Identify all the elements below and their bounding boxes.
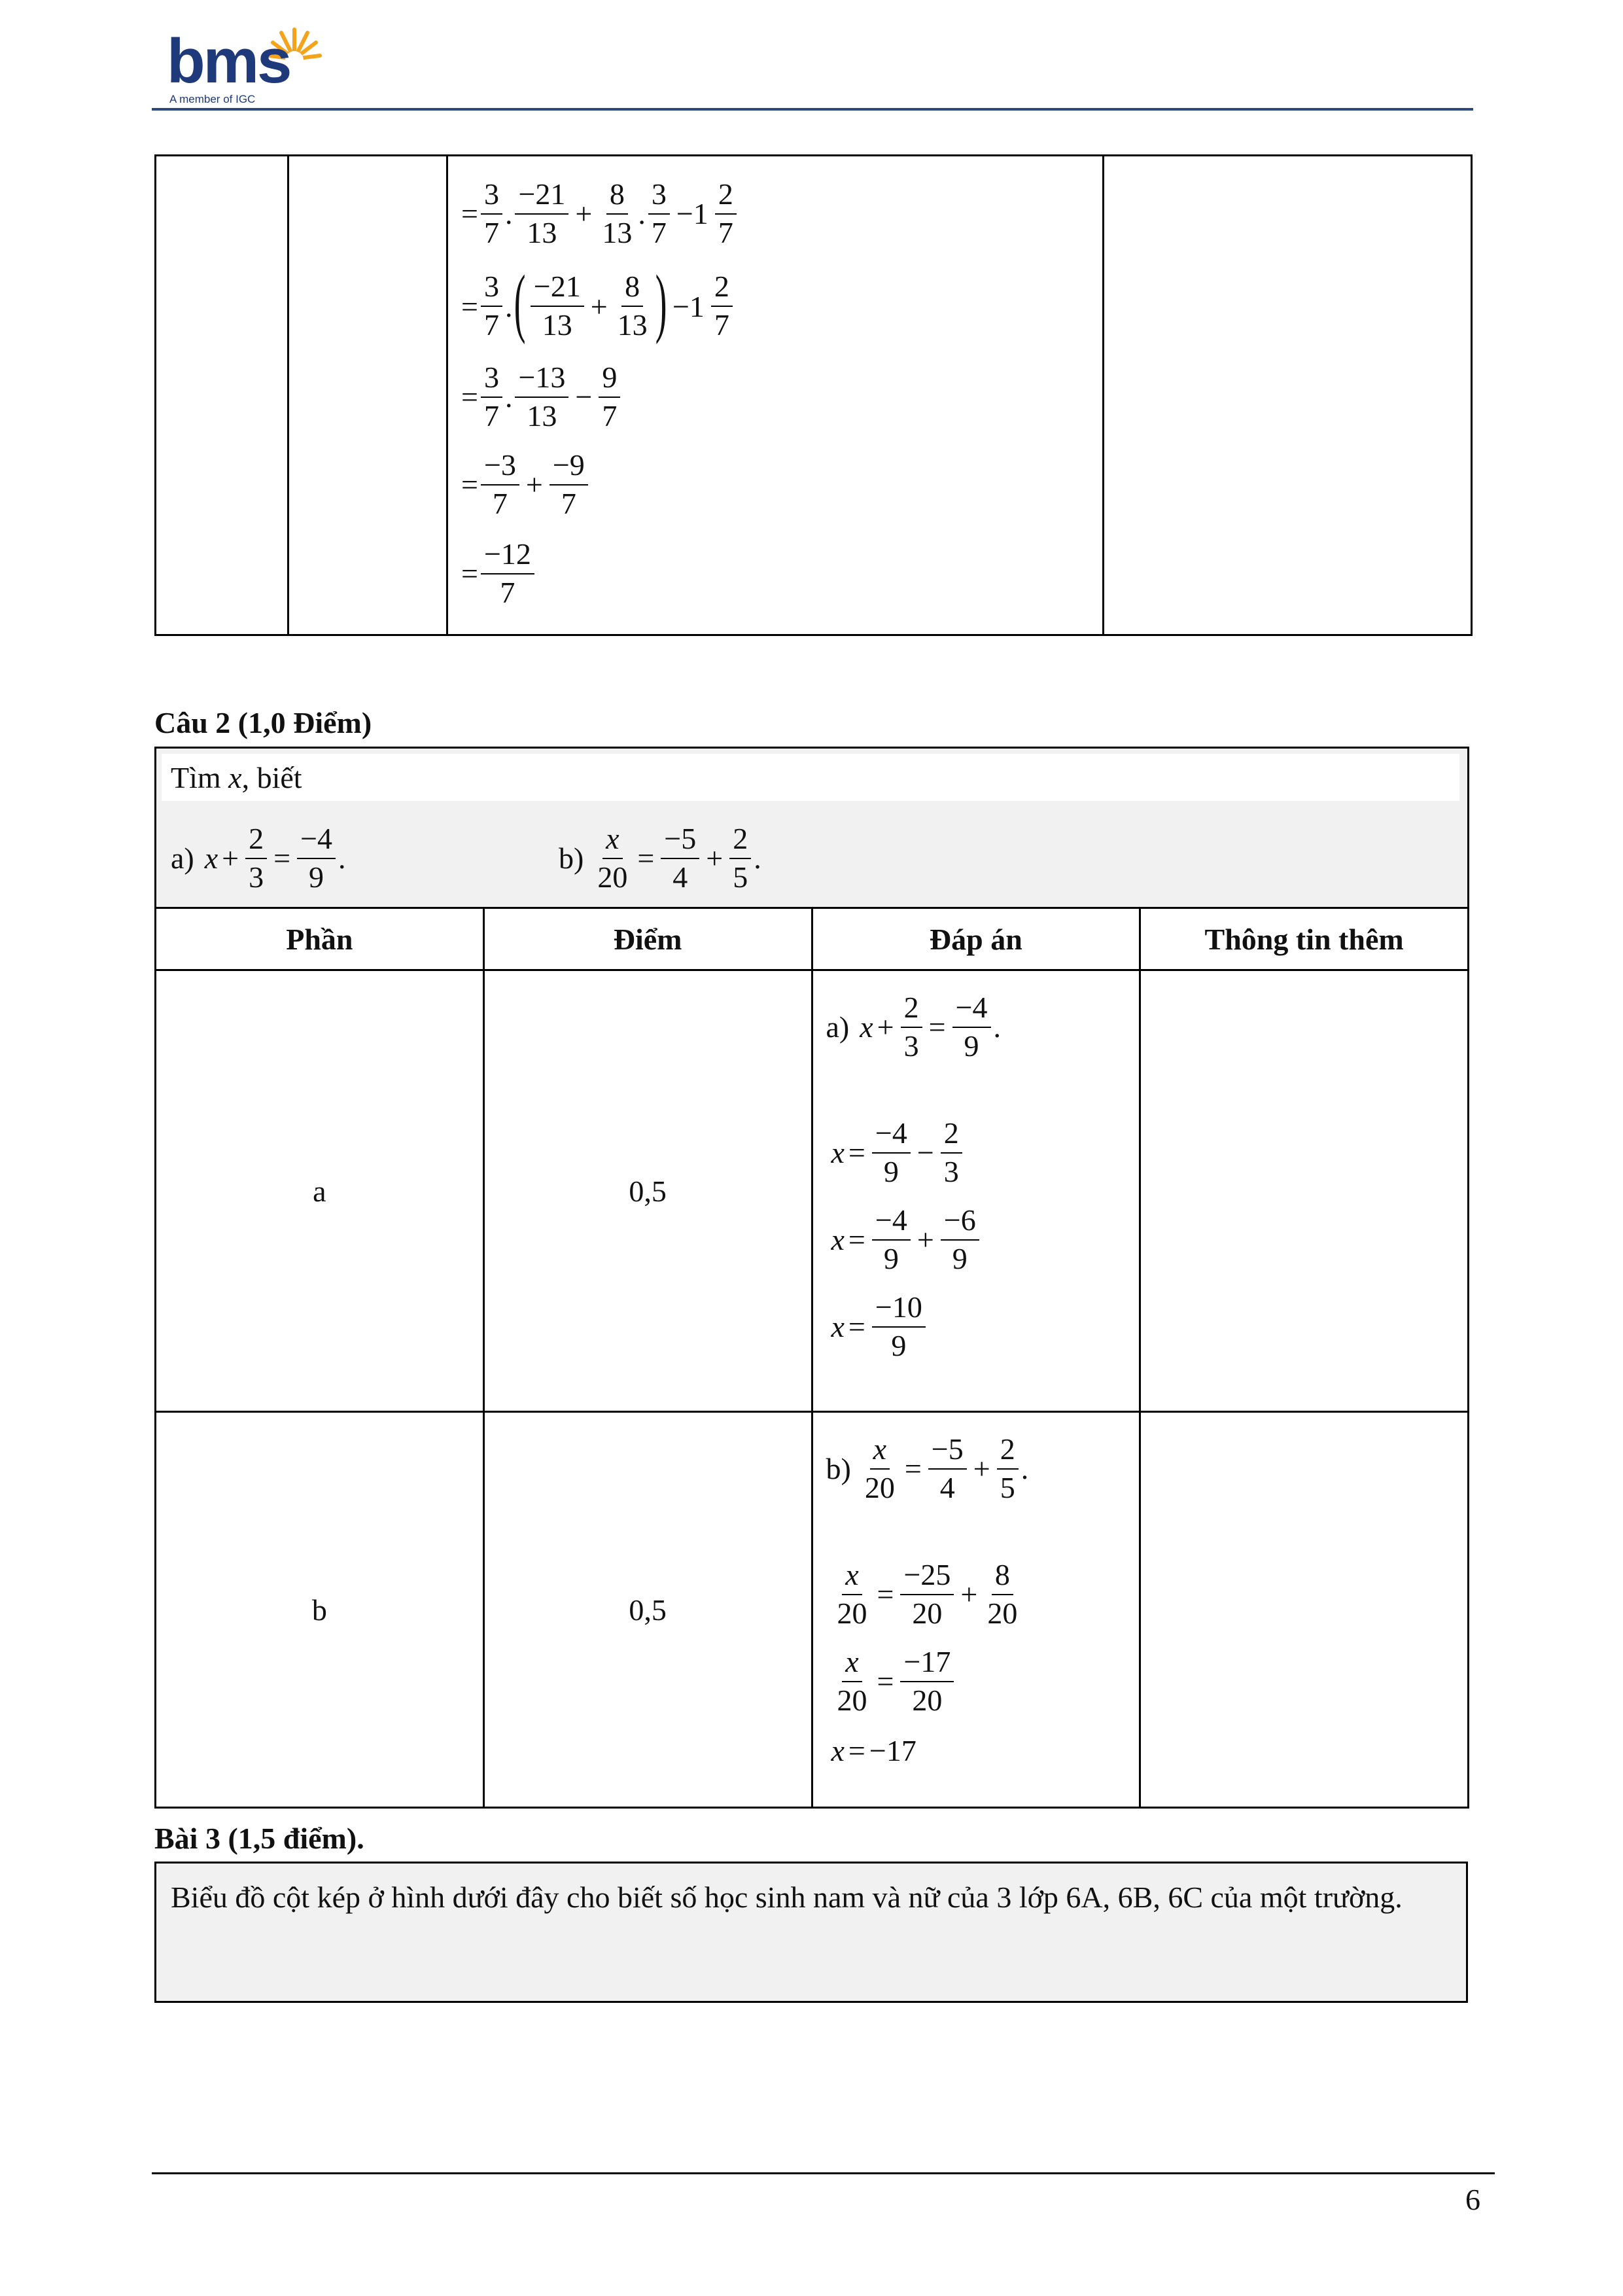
header-answer: Đáp án xyxy=(812,908,1140,970)
question-3-title: Bài 3 (1,5 điểm). xyxy=(154,1822,364,1855)
question-2-title: Câu 2 (1,0 Điểm) xyxy=(154,706,372,739)
row-a-line-1: a) x + $\frac{2}{3}$ = $\frac{-4}{9}$ . xyxy=(826,991,1002,1063)
table1-col-part xyxy=(156,156,288,635)
table1-answer-cell xyxy=(447,156,1104,635)
solution-table-continued xyxy=(154,154,1473,636)
row-b-line-1: b) $\frac{x}{20}$ = $\frac{-5}{4}$ + $\frac{2}{5}$ . xyxy=(826,1432,1029,1504)
equation-line-5: = $\frac{-12}{7}$ xyxy=(461,537,537,610)
table1-col-extra xyxy=(1104,156,1472,635)
row-b-score: 0,5 xyxy=(483,1412,812,1808)
prompt-text: Tìm xyxy=(171,761,221,794)
logo-tagline: A member of IGC xyxy=(169,93,256,105)
prompt-tail: , biết xyxy=(241,761,302,794)
row-a-extra xyxy=(1140,970,1469,1412)
row-b-line-3: $\frac{x}{20}$ = $\frac{-17}{20}$ xyxy=(831,1645,957,1718)
equation-line-3: = $\frac{3}{7}$ . $\frac{-13}{13}$ − $\frac{9}{7}$ xyxy=(461,361,623,434)
row-a-score: 0,5 xyxy=(483,970,812,1412)
row-b-line-4: x = −17 xyxy=(831,1734,916,1767)
row-a-line-3: x = $\frac{-4}{9}$ + $\frac{-6}{9}$ xyxy=(831,1203,982,1277)
header-divider xyxy=(152,108,1473,111)
row-a-part: a xyxy=(156,970,484,1412)
row-b-part: b xyxy=(156,1412,484,1808)
row-a-line-4: x = $\frac{-10}{9}$ xyxy=(831,1290,928,1364)
table1-col-score xyxy=(288,156,447,635)
logo-wordmark: bms xyxy=(167,26,290,96)
prompt-a-label: a) xyxy=(171,841,194,875)
equation-line-4: = $\frac{-3}{7}$ + $\frac{-9}{7}$ xyxy=(461,448,591,521)
header-extra-info: Thông tin thêm xyxy=(1140,908,1469,970)
row-b-extra xyxy=(1140,1412,1469,1808)
equation-line-2: = $\frac{3}{7}$ . ( $\frac{-21}{13}$ + $\frac{8}{13}$ ) −1 $\frac{2}{7}$ xyxy=(461,268,735,345)
row-b-line-2: $\frac{x}{20}$ = $\frac{-25}{20}$ + $\frac{8}{20}$ xyxy=(837,1558,1018,1630)
question-2-prompt xyxy=(156,748,1469,908)
header-score: Điểm xyxy=(483,908,812,970)
prompt-part-a: a) x + $\frac{2}{3}$ = $\frac{-4}{9}$ . xyxy=(171,822,346,894)
prompt-part-b: b) $\frac{x}{20}$ = $\frac{-5}{4}$ + $\frac{2}{5}$ . xyxy=(559,822,761,894)
prompt-variable: x xyxy=(228,761,242,794)
page-number: 6 xyxy=(1465,2183,1480,2216)
row-a-answer xyxy=(812,970,1140,1412)
brand-logo xyxy=(167,20,337,111)
question-3-text: Biểu đồ cột kép ở hình dưới đây cho biết số học sinh nam và nữ của 3 lớp 6A, 6B, 6C của một trường. xyxy=(154,1862,1468,2003)
row-a-line-2: x = $\frac{-4}{9}$ − $\frac{2}{3}$ xyxy=(831,1116,965,1190)
prompt-b-label: b) xyxy=(559,841,584,875)
row-b-answer xyxy=(812,1412,1140,1808)
equation-line-1: = $\frac{3}{7}$ . $\frac{-21}{13}$ + $\frac{8}{13}$ . $\frac{3}{7}$ −1 $\frac{2}{7}$ xyxy=(461,177,739,251)
footer-divider xyxy=(152,2172,1495,2174)
header-part: Phần xyxy=(156,908,484,970)
question-2-table xyxy=(154,747,1469,1809)
